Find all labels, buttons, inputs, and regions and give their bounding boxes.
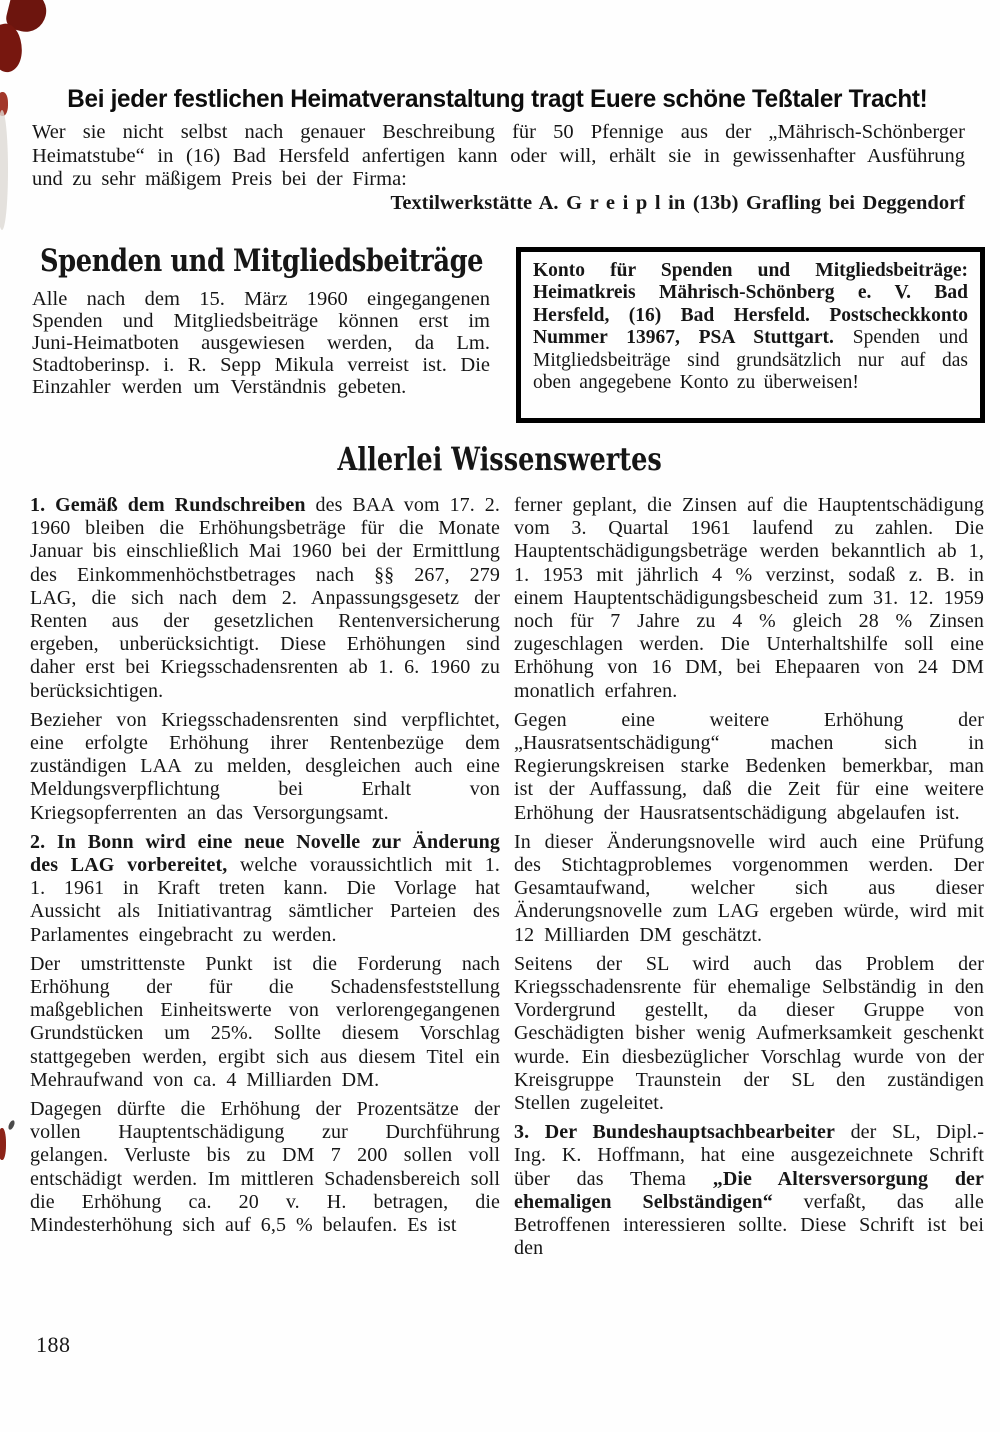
paragraph-text-after: verfaßt, das alle Betroffenen interessieren sollte. Diese Schrift ist bei den [514,1190,984,1260]
paragraph-bold-title: „Die Altersversorgung der ehemaligen Selbständigen“ [514,1167,985,1213]
spenden-paragraph: Alle nach dem 15. März 1960 eingegangenen Spenden und Mitgliedsbeiträge können erst im Juni-Heimatboten ausgewiesen werden, da Lm. Stadtoberinsp. i. R. Sepp Mikula verreist ist. Die Einzahler werden um Verständnis gebeten. [32,288,490,398]
red-mark-lower-left-edge [0,1128,6,1160]
article-paragraph [30,709,500,825]
konto-box [516,247,985,423]
left-column [30,494,500,1243]
page-number: 188 [36,1332,71,1357]
konto-box-paragraph [533,260,968,394]
paragraph-text: welche voraussichtlich mit 1. 1. 1961 in Kraft treten kann. Die Vorlage hat Aussicht als Initiativantrag sämtlicher Parteien des Parlamentes eingebracht zu werden. [30,854,501,946]
paragraph-text: Der umstrittenste Punkt ist die Forderung nach Erhöhung der für die Schadensfeststellung maßgeblichen Einheitswerte von verlorengegangenen Grundstücken um 25%. Sollte diesem Vorschlag stattgegeben werden, ergibt sich aus diesem Titel ein Mehraufwand von ca. 4 Milliarden DM. [30,952,500,1091]
article-paragraph [30,494,500,703]
paragraph-text: Seitens der SL wird auch das Problem der Kriegsschadensrente für ehemalige Selbständig in den Vordergrund gestellt, da dieser Gruppe von Geschädigten bisher wenig Aufmerksamkeit geschenkt wurde. Ein diesbezüglicher Vorschlag wurde von der Kreisgruppe Traunstein der SL den zuständigen Stellen zugeleitet. [514,952,984,1115]
intro-paragraph: Wer sie nicht selbst nach genauer Beschreibung für 50 Pfennige aus der „Mährisch-Schönberger Heimatstube“ in (16) Bad Hersfeld anfertigen kann oder will, erhält sie in gewissenhafter Ausführung und zu sehr mäßigem Preis bei der Firma: [32,121,965,190]
spenden-section [32,243,502,398]
ink-stain-left-edge [0,21,27,75]
paragraph-text: Dagegen dürfte die Erhöhung der Prozentsätze der vollen Hauptentschädigung zur Durchführung gelangen. Verluste bis zu DM 7 200 sollen voll entschädigt werden. Im mittleren Schadensbereich soll die Erhöhung ca. 20 v. H. betragen, die Mindesterhöhung sich auf 6,5 % belaufen. Es ist [30,1098,500,1237]
paragraph-text: der SL, Dipl.-Ing. K. Hoffmann, hat eine ausgezeichnete Schrift über das Thema [514,1121,984,1190]
ink-stain-top-left [4,0,51,36]
paragraph-text: ferner geplant, die Zinsen auf die Hauptentschädigung vom 3. Quartal 1961 laufend zu zahlen. Die Hauptentschädigungsbeträge werden bekanntlich ab 1, 1. 1953 mit jährlich 4 % verzinst, sodaß z. B. in einem Hauptentschädigungsbescheid zum 31. 12. 1959 noch für 7 Jahre zu 4 % gleich 28 % Zinsen zugeschlagen werden. Die Unterhaltshilfe soll eine Erhöhung von 16 DM, bei Ehepaaren von 24 DM monatlich erfahren. [514,494,984,702]
paragraph-text: des BAA vom 17. 2. 1960 bleiben die Erhöhungsbeträge für die Monate Januar bis einschließlich Mai 1960 bei der Ermittlung des Einkommenhöchstbetrages nach §§ 267, 279 LAG, die sich nach dem 2. Anpassungsgesetz der Renten aus der gesetzlichen Rentenversicherung ergeben, unberücksichtigt. Diese Erhöhungen sind daher erst bei Kriegsschadensrenten ab 1. 6. 1960 zu berücksichtigen. [30,494,500,702]
article-paragraph [514,494,984,703]
red-mark-left-edge [0,92,8,116]
paragraph-text: Gegen eine weitere Erhöhung der „Hausratsentschädigung“ machen sich in Regierungskreisen starke Bedenken bemerkbar, man ist der Auffassung, daß die Zeit für eine weitere Erhöhung der Hausratsentschädigung abgelaufen ist. [514,708,984,824]
paragraph-bold-lead: 1. Gemäß dem Rundschreiben [30,494,306,516]
paragraph-text: In dieser Änderungsnovelle wird auch eine Prüfung des Stichtagproblemes vorgenommen werden. Der Gesamtaufwand, welcher sich aus dieser Änderungsnovelle zum LAG ergeben würde, wird mit 12 Milliarden DM geschätzt. [514,830,984,946]
article-paragraph [514,831,984,947]
scan-smudge-left-edge [0,110,8,230]
konto-box-bold-text: Konto für Spenden und Mitgliedsbeiträge: Heimatkreis Mährisch-Schönberg e. V. Bad Hersfeld, (16) Bad Hersfeld. Postscheckkonto Nummer 13967, PSA Stuttgart. [533,260,968,349]
article-paragraph [30,831,500,947]
spenden-heading-text: Spenden und Mitgliedsbeiträge [40,243,484,279]
headline-text: Bei jeder festlichen Heimatveranstaltung tragt Euere schöne Teßtaler Tracht! [67,85,928,113]
article-paragraph [30,953,500,1092]
article-paragraph [514,709,984,825]
paragraph-text: Bezieher von Kriegsschadensrenten sind verpflichtet, eine erfolgte Erhöhung ihrer Rentenbezüge dem zuständigen LAA zu melden, desgleichen auch eine Meldungsverpflichtung bei Erhalt von Kriegsopferrenten an das Versorgungsamt. [30,708,500,824]
wissenswertes-heading [0,440,1000,478]
ink-speck-left-margin [8,1119,16,1130]
firm-line: Textilwerkstätte A. G r e i p l in (13b) Grafling bei Deggendorf [390,192,965,214]
article-paragraph [514,1121,984,1260]
wissenswertes-heading-text: Allerlei Wissenswertes [337,440,663,478]
article-paragraph [514,953,984,1115]
paragraph-bold-lead: 2. In Bonn wird eine neue Novelle zur Änderung des LAG vorbereitet, [30,830,500,877]
right-column [514,494,984,1267]
spenden-heading [40,243,502,279]
paragraph-bold-lead: 3. Der Bundeshauptsachbearbeiter [514,1121,835,1144]
page-headline [30,85,965,114]
article-paragraph [30,1098,500,1237]
konto-box-regular-text: Spenden und Mitgliedsbeiträge sind grundsätzlich nur auf das oben angegebene Konto zu überweisen! [533,327,968,394]
